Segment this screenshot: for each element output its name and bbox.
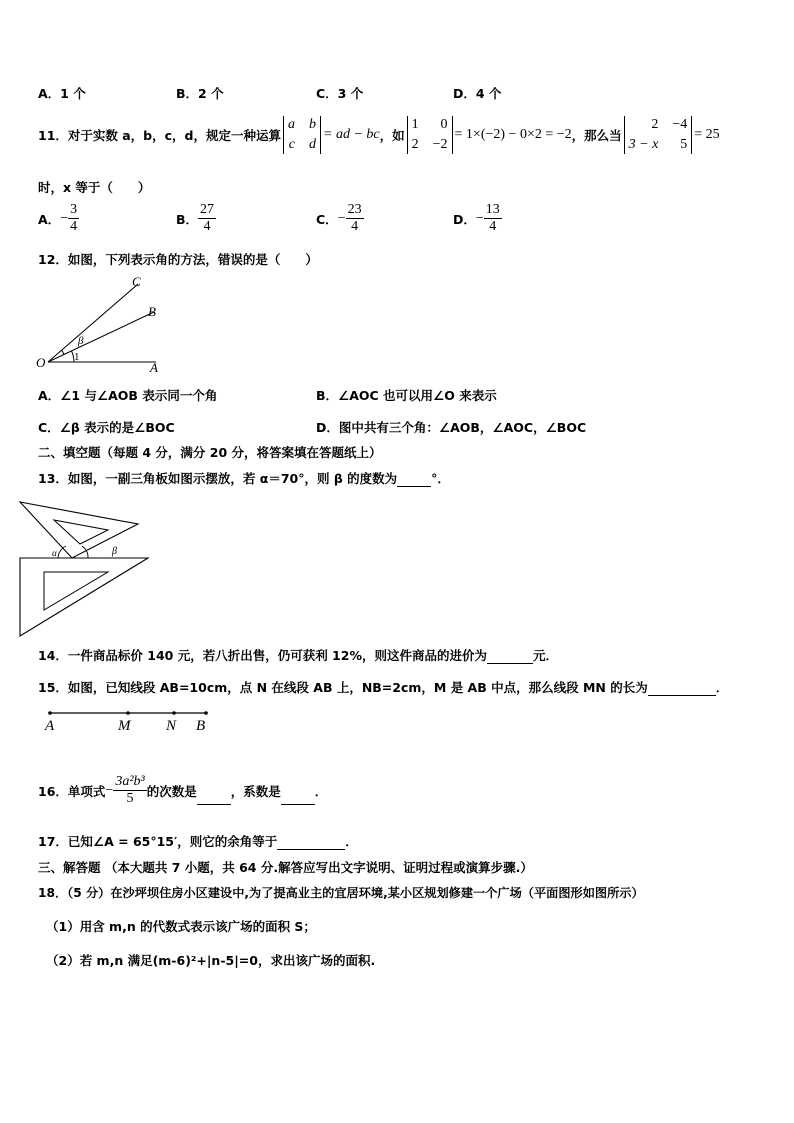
- q17-answer-blank[interactable]: [277, 834, 345, 850]
- q11-option-a: A． − $\frac{3}{4}$: [38, 202, 78, 234]
- det-x2: −4: [672, 117, 688, 132]
- det-b: b: [309, 117, 316, 132]
- q11-comma-ru: ，如: [379, 128, 405, 143]
- q18-stem: 18．（5 分）在沙坪坝住房小区建设中,为了提高业主的宜居环境,某小区规划修建一个广场（平面图形如图所示）: [38, 886, 644, 900]
- q13-triangle-rulers-figure: [14, 496, 154, 641]
- q10-option-c: C．3 个: [316, 86, 364, 101]
- section-3-heading: 三、解答题 （本大题共 7 小题，共 64 分.解答应写出文字说明、证明过程或演算步骤.）: [38, 860, 533, 875]
- q11-then: ，那么当: [571, 128, 622, 143]
- label-b: B: [148, 304, 156, 319]
- label-1: 1: [74, 351, 80, 363]
- q11-stem-end: 时，x 等于（ ）: [38, 180, 151, 195]
- label-alpha: α: [52, 548, 57, 558]
- label-n: N: [166, 718, 177, 734]
- q16-degree-blank[interactable]: [197, 789, 231, 805]
- q12-option-a: A．∠1 与∠AOB 表示同一个角: [38, 388, 218, 403]
- point-m: [126, 711, 130, 715]
- q12-angle-figure: [34, 274, 174, 374]
- q12-option-c: C．∠β 表示的是∠BOC: [38, 420, 175, 435]
- det-a: a: [288, 117, 295, 132]
- q12-option-b: B．∠AOC 也可以用∠O 来表示: [316, 388, 497, 403]
- det-x4: 5: [680, 137, 688, 152]
- q13-answer-blank[interactable]: [397, 471, 431, 487]
- label-a: A: [150, 360, 158, 374]
- label-c: C: [132, 274, 141, 289]
- q10-option-d: D．4 个: [453, 86, 502, 101]
- det-c: c: [288, 137, 295, 152]
- label-beta: β: [112, 546, 117, 557]
- upper-ruler-inner: [54, 520, 108, 544]
- q15-answer-blank[interactable]: [648, 680, 716, 696]
- q14-stem: 14．一件商品标价 140 元，若八折出售，仍可获利 12%，则这件商品的进价为 元．: [38, 648, 558, 663]
- label-b: B: [196, 718, 206, 734]
- q11-eq1: = ad − bc: [323, 127, 380, 142]
- point-a: [48, 711, 52, 715]
- q10-option-a: A．1 个: [38, 86, 86, 101]
- det-x3: 3 − x: [628, 137, 659, 152]
- label-beta: β: [78, 335, 84, 347]
- q12-option-d: D．图中共有三个角：∠AOB，∠AOC，∠BOC: [316, 420, 587, 435]
- q11-stem-line: [38, 116, 720, 154]
- label-o: O: [36, 355, 46, 370]
- label-a: A: [45, 718, 55, 734]
- q18-part-1: （1）用含 m,n 的代数式表示该广场的面积 S；: [46, 919, 316, 934]
- det-d: d: [309, 137, 316, 152]
- q11-eq2: = 1×(−2) − 0×2 = −2: [454, 127, 572, 142]
- det-n4: −2: [432, 137, 448, 152]
- section-2-heading: 二、填空题（每题 4 分，满分 20 分，将答案填在答题纸上）: [38, 445, 382, 460]
- q11-option-c: C． − $\frac{23}{4}$: [316, 202, 362, 234]
- q15-segment-figure: [40, 706, 220, 736]
- q11-eq3: = 25: [694, 127, 720, 142]
- q16-stem: 16．单项式 − $\frac{\text{3a²b³}}{5}$ 的次数是 ，系数是 ．: [38, 774, 328, 806]
- q11-det-x: [622, 116, 695, 154]
- label-m: M: [118, 718, 131, 734]
- q11-option-b: B． $\frac{27}{4}$: [176, 202, 215, 234]
- q11-stem-start: 11．对于实数 a，b，c，d，规定一种运算: [38, 128, 281, 143]
- lower-ruler-inner: [44, 572, 108, 610]
- det-x1: 2: [651, 117, 659, 132]
- q16-coefficient-blank[interactable]: [281, 789, 315, 805]
- q11-det-letters: [281, 116, 323, 154]
- q17-stem: 17．已知∠A = 65°15′，则它的余角等于 ．: [38, 834, 358, 849]
- q14-answer-blank[interactable]: [487, 648, 533, 664]
- lower-ruler-outer: [20, 558, 148, 636]
- det-n2: 0: [440, 117, 448, 132]
- upper-ruler-outer: [20, 502, 138, 558]
- det-n3: 2: [411, 137, 419, 152]
- point-b: [204, 711, 208, 715]
- q15-stem: 15．如图，已知线段 AB=10cm，点 N 在线段 AB 上，NB=2cm，M 是 AB 中点，那么线段 MN 的长为 ．: [38, 680, 729, 695]
- q18-part-2: （2）若 m,n 满足(m-6)²+|n-5|=0，求出该广场的面积.: [46, 953, 376, 968]
- q13-stem: 13．如图，一副三角板如图示摆放，若 α＝70°，则 β 的度数为 °．: [38, 471, 450, 486]
- q16-fraction: $\frac{\text{3a²b³}}{5}$: [115, 774, 145, 806]
- angle-arc-beta: [62, 350, 64, 354]
- q11-det-numbers: [405, 116, 455, 154]
- det-n1: 1: [411, 117, 419, 132]
- q11-option-d: D． − $\frac{13}{4}$: [453, 202, 500, 234]
- q10-option-b: B．2 个: [176, 86, 224, 101]
- point-n: [172, 711, 176, 715]
- q12-stem: 12．如图，下列表示角的方法，错误的是（ ）: [38, 252, 318, 267]
